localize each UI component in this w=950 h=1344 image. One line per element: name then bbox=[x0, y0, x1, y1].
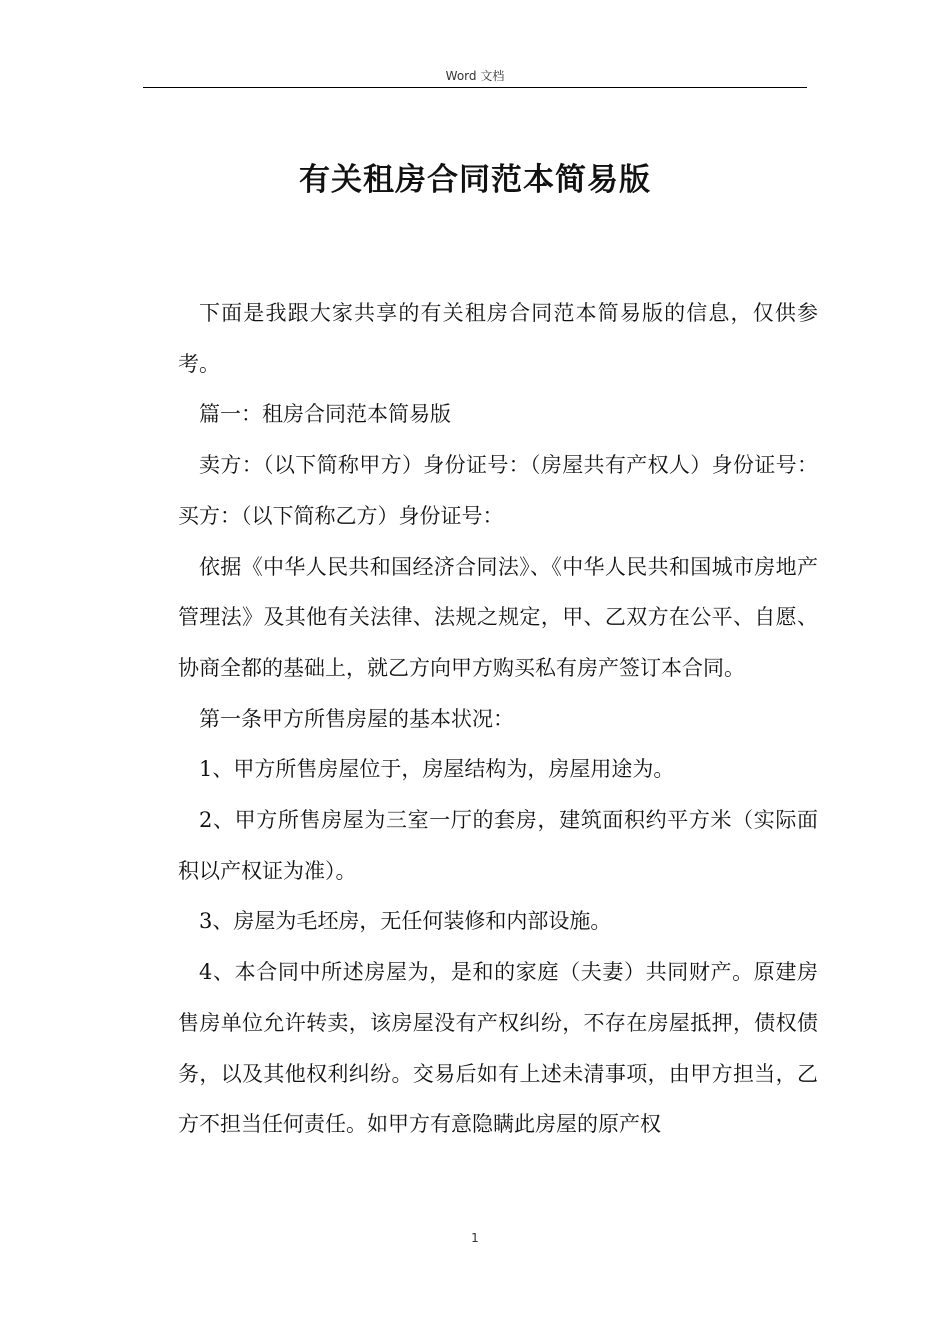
paragraph-clause-4: 4、本合同中所述房屋为，是和的家庭（夫妻）共同财产。原建房售房单位允许转卖，该房屋没有产权纠纷，不存在房屋抵押，债权债务，以及其他权利纠纷。交易后如有上述未清事项，由甲方担当，乙方不担当任何责任。如甲方有意隐瞒此房屋的原产权 bbox=[178, 960, 818, 1137]
page-number: 1 bbox=[471, 1231, 479, 1245]
paragraph-clause-1: 1、甲方所售房屋位于，房屋结构为，房屋用途为。 bbox=[199, 757, 675, 782]
paragraph-section-heading: 篇一：租房合同范本简易版 bbox=[199, 402, 451, 427]
paragraph-article-one: 第一条甲方所售房屋的基本状况： bbox=[199, 706, 514, 731]
paragraph-clause-3: 3、房屋为毛坯房，无任何装修和内部设施。 bbox=[199, 909, 612, 934]
paragraph-clause-2: 2、甲方所售房屋为三室一厅的套房，建筑面积约平方米（实际面积以产权证为准）。 bbox=[178, 808, 818, 883]
header-divider bbox=[143, 87, 807, 88]
paragraph-parties: 卖方：（以下简称甲方）身份证号：（房屋共有产权人）身份证号：买方：（以下简称乙方）身份证号： bbox=[178, 453, 818, 528]
document-title: 有关租房合同范本简易版 bbox=[299, 162, 651, 198]
paragraph-intro: 下面是我跟大家共享的有关租房合同范本简易版的信息，仅供参考。 bbox=[178, 301, 818, 376]
paragraph-legal-basis: 依据《中华人民共和国经济合同法》、《中华人民共和国城市房地产管理法》及其他有关法律、法规之规定，甲、乙双方在公平、自愿、协商全都的基础上，就乙方向甲方购买私有房产签订本合同。 bbox=[178, 554, 818, 680]
page-header: Word 文档 bbox=[445, 69, 505, 83]
document-body bbox=[178, 288, 818, 1150]
